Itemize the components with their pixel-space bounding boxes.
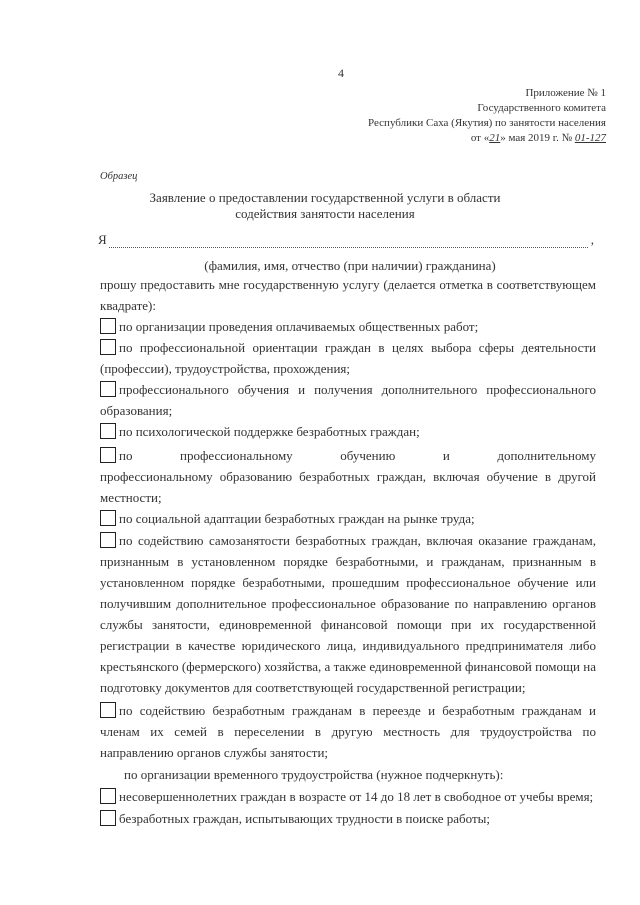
option-6-checkbox[interactable] (100, 510, 116, 526)
option-7: по содействию самозанятости безработных граждан, включая оказание гражданам, признанным в установленном порядке безработными, и гражданам, признанным в установленном порядке безработными, прошедшим профессиональное обучение или получившим дополнительное профессиональное образование по направлению органов службы занятости, единовременной финансовой помощи при их государственной регистрации в качестве юридического лица, индивидуального предпринимателя либо крестьянского (фермерского) хозяйства, а также единовременной финансовой помощи на подготовку документов для соответствующей государственной регистрации; (100, 533, 596, 695)
page-number: 4 (338, 66, 344, 80)
title-line-1: Заявление о предоставлении государственной услуги в области (149, 190, 501, 205)
temp-option-1-checkbox[interactable] (100, 788, 116, 804)
option-4: по психологической поддержке безработных граждан; (100, 421, 596, 442)
option-1-checkbox[interactable] (100, 318, 116, 334)
option-2: по профессиональной ориентации граждан в целях выбора сферы деятельности (профессии), трудоустройства, прохождения; (100, 340, 596, 376)
applicant-name-line: Я , (98, 232, 594, 247)
temp-option-1: несовершеннолетних граждан в возрасте от 14 до 18 лет в свободное от учебы время; (100, 786, 596, 807)
sample-label: Образец (100, 171, 138, 182)
appendix-number: 01-127 (574, 132, 606, 144)
option-1: по организации проведения оплачиваемых общественных работ; (100, 316, 596, 337)
appendix-line-4: от «21» мая 2019 г. № 01-127 (470, 132, 606, 144)
appendix-day: 21 (489, 132, 501, 144)
title-line-2: содействия занятости населения (235, 206, 415, 221)
temp-option-2-checkbox[interactable] (100, 810, 116, 826)
option-6: по социальной адаптации безработных граждан на рынке труда; (100, 508, 596, 529)
ya-label: Я (98, 232, 107, 247)
option-5: по профессиональному обучению и дополнительному профессиональному образованию безработных граждан, включая обучение в другой местности; (100, 448, 596, 505)
document-title (110, 190, 540, 222)
appendix-line-3: Республики Саха (Якутия) по занятости населения (368, 117, 606, 129)
temp-employment-intro: по организации временного трудоустройства (нужное подчеркнуть): (124, 767, 504, 782)
appendix-line-1: Приложение № 1 (525, 87, 606, 99)
appendix-header (316, 86, 606, 146)
temp-option-2: безработных граждан, испытывающих трудности в поиске работы; (100, 808, 596, 829)
option-4-checkbox[interactable] (100, 423, 116, 439)
option-8-checkbox[interactable] (100, 702, 116, 718)
option-3-checkbox[interactable] (100, 381, 116, 397)
option-5-checkbox[interactable] (100, 447, 116, 463)
fio-caption: (фамилия, имя, отчество (при наличии) гражданина) (204, 258, 496, 273)
option-2-checkbox[interactable] (100, 339, 116, 355)
appendix-line-2: Государственного комитета (477, 102, 606, 114)
applicant-name-field[interactable] (109, 235, 588, 248)
option-8: по содействию безработным гражданам в переезде и безработным гражданам и членам их семей в переселении в другую местность для трудоустройства по направлению органов службы занятости; (100, 703, 596, 760)
option-7-checkbox[interactable] (100, 532, 116, 548)
option-3: профессионального обучения и получения дополнительного профессионального образования; (100, 382, 596, 418)
intro-text: прошу предоставить мне государственную услугу (делается отметка в соответствующем квадрате): (100, 277, 596, 313)
